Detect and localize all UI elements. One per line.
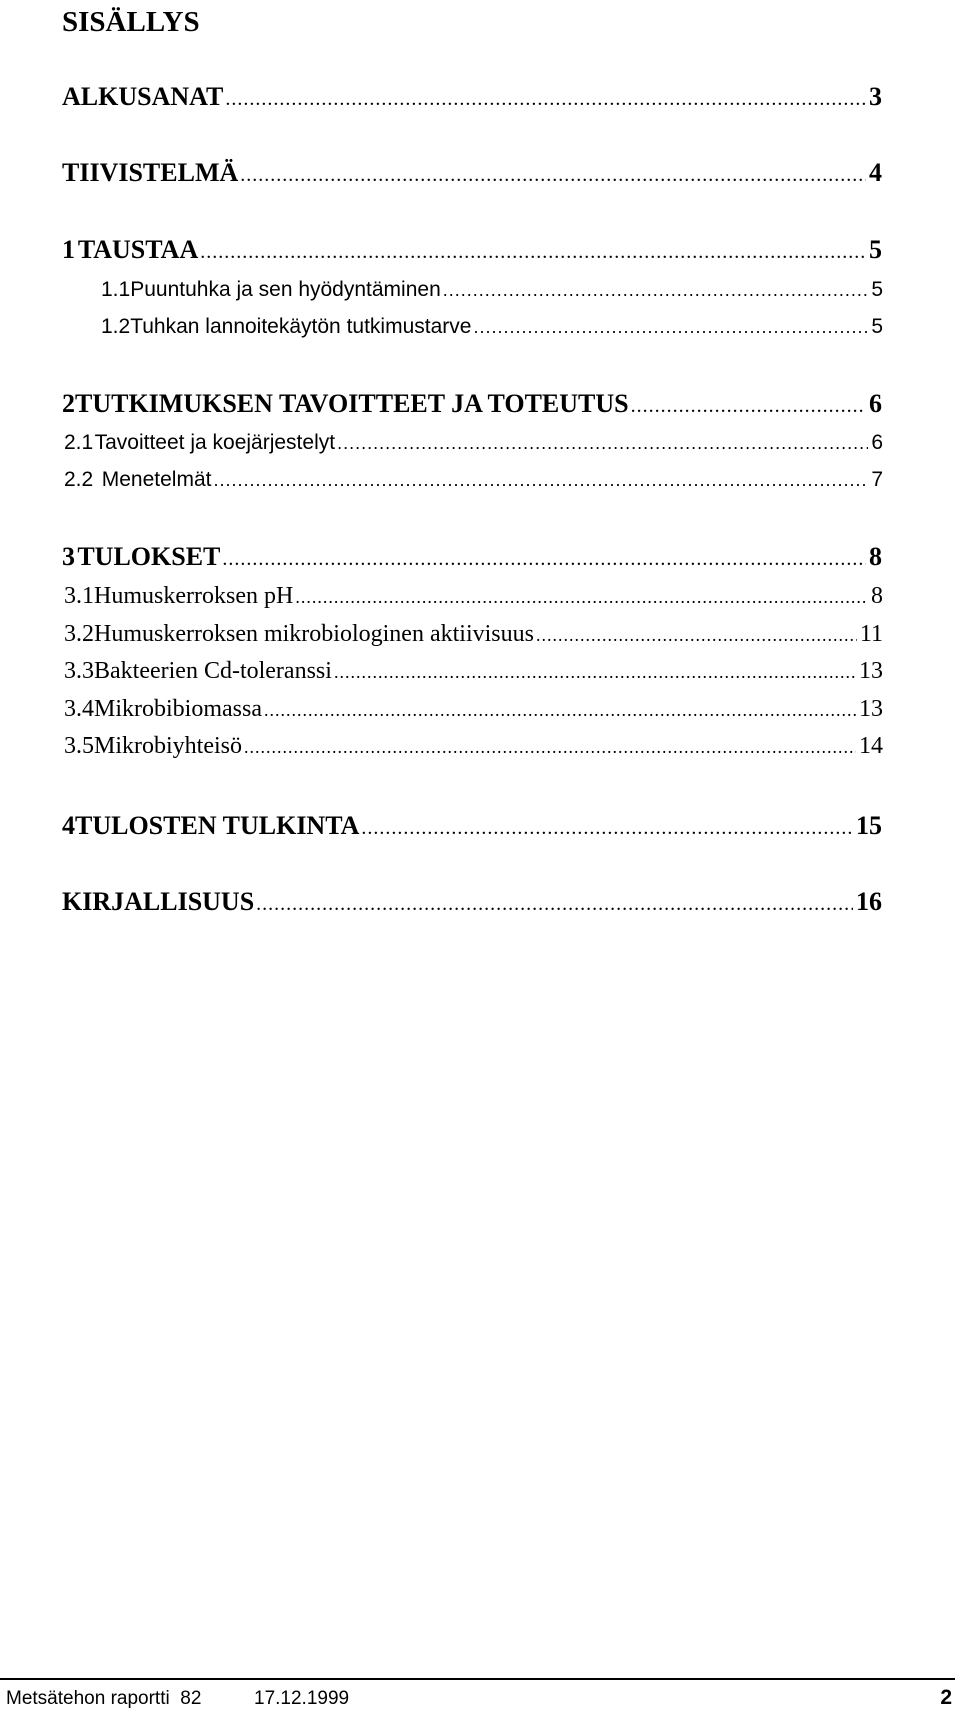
toc-leader-dots bbox=[473, 307, 868, 347]
toc-entry[interactable] bbox=[101, 270, 883, 310]
toc-leader-dots bbox=[337, 423, 868, 463]
toc-entry-number: 3.1 bbox=[64, 583, 94, 609]
toc-entry-label: TULOSTEN TULKINTA bbox=[75, 811, 360, 840]
toc-entry-page: 13 bbox=[859, 696, 883, 722]
toc-entry-label: Tavoitteet ja koejärjestelyt bbox=[94, 431, 336, 454]
toc-entry-number: 3 bbox=[62, 542, 75, 571]
toc-entry-page: 6 bbox=[871, 431, 883, 454]
toc-entry-number: 3.4 bbox=[64, 696, 94, 722]
toc-entry[interactable] bbox=[62, 537, 882, 577]
toc-leader-dots bbox=[264, 690, 856, 730]
toc-entry-label: Humuskerroksen pH bbox=[94, 583, 294, 609]
toc-leader-dots bbox=[536, 615, 857, 655]
toc-leader-dots bbox=[334, 652, 856, 692]
toc-leader-dots bbox=[200, 232, 866, 272]
toc-entry-page: 7 bbox=[871, 468, 883, 491]
toc-entry[interactable] bbox=[101, 307, 883, 347]
toc-entry-label: TUTKIMUKSEN TAVOITTEET JA TOTEUTUS bbox=[75, 389, 629, 418]
toc-entry-number: 3.3 bbox=[64, 658, 94, 684]
toc-entry-page: 5 bbox=[871, 315, 883, 338]
toc-entry[interactable] bbox=[62, 230, 882, 270]
toc-entry-number: 2.2 bbox=[64, 468, 94, 491]
toc-entry-label: Bakteerien Cd-toleranssi bbox=[94, 658, 332, 684]
toc-entry-page: 16 bbox=[856, 887, 882, 916]
toc-entry-page: 5 bbox=[871, 278, 883, 301]
footer-date: 17.12.1999 bbox=[254, 1688, 350, 1709]
toc-entry-label: ALKUSANAT bbox=[62, 82, 224, 111]
toc-entry[interactable] bbox=[62, 77, 882, 117]
footer-divider bbox=[0, 1678, 955, 1680]
toc-leader-dots bbox=[361, 808, 853, 848]
toc-entry-page: 3 bbox=[869, 82, 882, 111]
toc-entry-label: Humuskerroksen mikrobiologinen aktiivisuus bbox=[94, 621, 534, 647]
toc-entry-number: 2.1 bbox=[64, 431, 94, 454]
toc-entry-page: 5 bbox=[869, 235, 882, 264]
toc-leader-dots bbox=[240, 155, 866, 195]
footer-page-number: 2 bbox=[940, 1686, 952, 1709]
page-title: SISÄLLYS bbox=[62, 6, 200, 38]
toc-entry-label: Tuhkan lannoitekäytön tutkimustarve bbox=[130, 315, 472, 338]
toc-leader-dots bbox=[256, 884, 853, 924]
footer-report-name: Metsätehon raportti 82 bbox=[6, 1688, 202, 1709]
toc-entry-number: 1.2 bbox=[101, 315, 131, 338]
toc-entry-number: 1 bbox=[62, 235, 75, 264]
toc-leader-dots bbox=[222, 539, 866, 579]
toc-entry[interactable] bbox=[64, 576, 883, 616]
toc-entry-label: Puuntuhka ja sen hyödyntäminen bbox=[130, 278, 441, 301]
toc-entry[interactable] bbox=[64, 423, 883, 463]
toc-entry-label: Mikrobibiomassa bbox=[94, 696, 262, 722]
toc-entry-page: 15 bbox=[856, 811, 882, 840]
toc-entry-label: Mikrobiyhteisö bbox=[94, 733, 242, 759]
toc-entry-number: 1.1 bbox=[101, 278, 131, 301]
toc-entry-page: 6 bbox=[869, 389, 882, 418]
toc-leader-dots bbox=[213, 460, 868, 500]
toc-entry-page: 13 bbox=[859, 658, 883, 684]
toc-entry-number: 3.5 bbox=[64, 733, 94, 759]
toc-entry-page: 8 bbox=[869, 542, 882, 571]
toc-entry-page: 11 bbox=[859, 621, 883, 647]
toc-entry-number: 2 bbox=[62, 389, 75, 418]
toc-entry-label: TULOKSET bbox=[77, 542, 221, 571]
toc-entry-label: TAUSTAA bbox=[77, 235, 199, 264]
toc-entry[interactable] bbox=[64, 726, 883, 766]
toc-leader-dots bbox=[225, 79, 866, 119]
toc-entry[interactable] bbox=[64, 689, 883, 729]
toc-entry-page: 8 bbox=[871, 583, 883, 609]
toc-entry[interactable] bbox=[64, 614, 883, 654]
toc-leader-dots bbox=[631, 386, 866, 426]
toc-entry[interactable] bbox=[64, 460, 883, 500]
toc-entry[interactable] bbox=[62, 882, 882, 922]
toc-leader-dots bbox=[295, 577, 868, 617]
toc-entry-label: KIRJALLISUUS bbox=[62, 887, 255, 916]
toc-entry[interactable] bbox=[62, 153, 882, 193]
toc-entry-page: 4 bbox=[869, 158, 882, 187]
toc-entry[interactable] bbox=[62, 384, 882, 424]
toc-entry-label: TIIVISTELMÄ bbox=[62, 158, 239, 187]
toc-entry-number: 4 bbox=[62, 811, 75, 840]
toc-entry-page: 14 bbox=[859, 733, 883, 759]
page-footer bbox=[0, 1678, 960, 1713]
toc-entry-number: 3.2 bbox=[64, 621, 94, 647]
toc-entry-label: Menetelmät bbox=[101, 468, 212, 491]
toc-entry[interactable] bbox=[62, 806, 882, 846]
toc-entry[interactable] bbox=[64, 651, 883, 691]
toc-leader-dots bbox=[443, 270, 869, 310]
toc-leader-dots bbox=[244, 727, 856, 767]
